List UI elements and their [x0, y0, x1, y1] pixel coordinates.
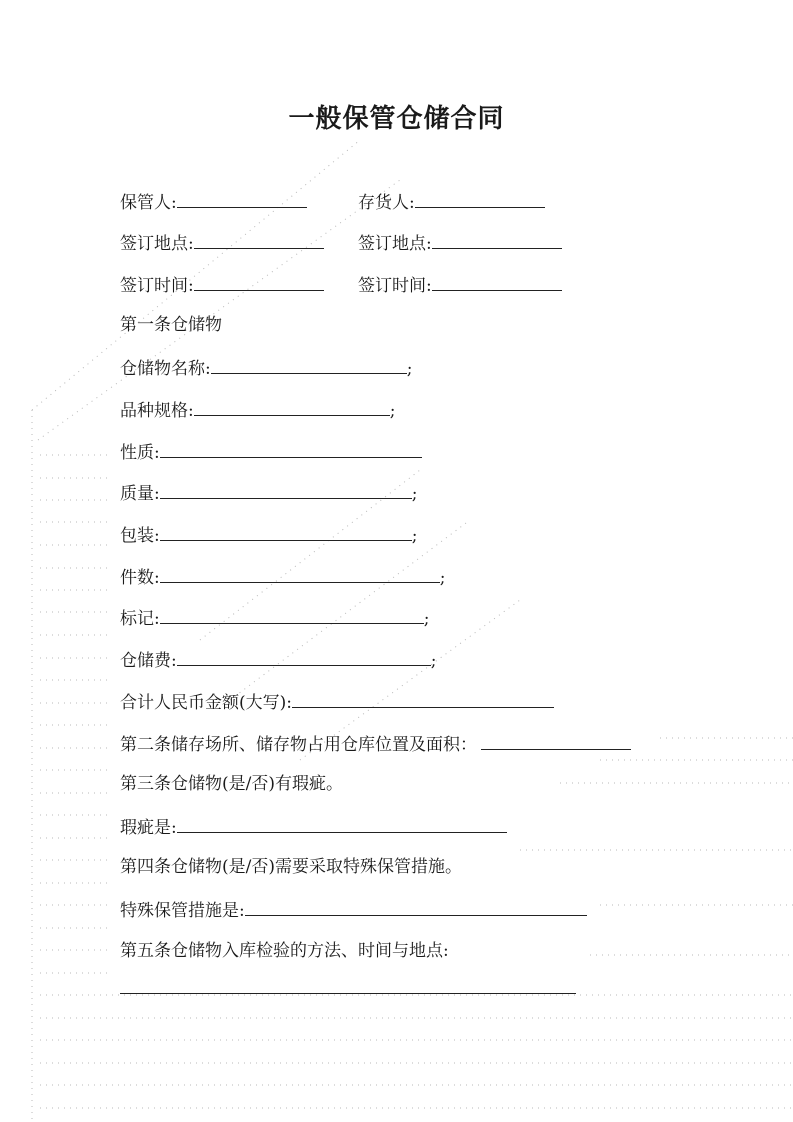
quality-field: [120, 481, 417, 505]
packing-blank[interactable]: [160, 523, 412, 541]
mark-label: 标记:: [120, 609, 160, 629]
measure-blank[interactable]: [245, 898, 587, 916]
defect-label: 瑕疵是:: [120, 818, 177, 838]
semicolon: ;: [439, 568, 446, 588]
measure-label: 特殊保管措施是:: [120, 901, 245, 921]
article2-text: 第二条储存场所、储存物占用仓库位置及面积：: [120, 735, 477, 755]
quality-blank[interactable]: [160, 481, 412, 499]
total-field: [120, 690, 554, 714]
measure-field: [120, 898, 587, 922]
goods-name-field: [120, 356, 412, 380]
sign-place-right-blank[interactable]: [432, 231, 562, 249]
article2-blank[interactable]: [481, 732, 631, 750]
keeper-field: [120, 190, 307, 214]
defect-blank[interactable]: [177, 815, 507, 833]
sign-time-left-blank[interactable]: [194, 273, 324, 291]
semicolon: ;: [423, 609, 430, 629]
article5-heading: 第五条仓储物入库检验的方法、时间与地点:: [120, 941, 449, 961]
article3-heading: 第三条仓储物(是/否)有瑕疵。: [120, 774, 343, 794]
quality-label: 质量:: [120, 484, 160, 504]
sign-time-left-field: [120, 273, 324, 297]
article5-blank[interactable]: [120, 976, 576, 994]
fee-label: 仓储费:: [120, 651, 177, 671]
pieces-blank[interactable]: [160, 565, 440, 583]
packing-field: [120, 523, 417, 547]
keeper-blank[interactable]: [177, 190, 307, 208]
fee-field: [120, 648, 436, 672]
mark-blank[interactable]: [160, 606, 424, 624]
nature-label: 性质:: [120, 443, 160, 463]
semicolon: ;: [430, 651, 437, 671]
pieces-label: 件数:: [120, 568, 160, 588]
fee-blank[interactable]: [177, 648, 431, 666]
sign-place-left-field: [120, 231, 324, 255]
total-label: 合计人民币金额(大写):: [120, 693, 292, 713]
sign-time-right-label: 签订时间:: [358, 276, 432, 296]
depositor-field: [358, 190, 545, 214]
goods-name-label: 仓储物名称:: [120, 359, 211, 379]
article2-field: [120, 732, 631, 756]
semicolon: ;: [389, 401, 396, 421]
spec-field: [120, 398, 395, 422]
sign-place-left-label: 签订地点:: [120, 234, 194, 254]
document-title: 一般保管仓储合同: [288, 104, 505, 134]
sign-time-right-field: [358, 273, 562, 297]
semicolon: ;: [411, 526, 418, 546]
sign-time-right-blank[interactable]: [432, 273, 562, 291]
pieces-field: [120, 565, 445, 589]
spec-blank[interactable]: [194, 398, 390, 416]
nature-blank[interactable]: [160, 440, 422, 458]
sign-place-left-blank[interactable]: [194, 231, 324, 249]
article5-field: [120, 976, 576, 1000]
semicolon: ;: [411, 484, 418, 504]
semicolon: ;: [406, 359, 413, 379]
depositor-label: 存货人:: [358, 193, 415, 213]
goods-name-blank[interactable]: [211, 356, 407, 374]
sign-time-left-label: 签订时间:: [120, 276, 194, 296]
spec-label: 品种规格:: [120, 401, 194, 421]
mark-field: [120, 606, 429, 630]
article1-heading: 第一条仓储物: [120, 315, 222, 335]
article4-heading: 第四条仓储物(是/否)需要采取特殊保管措施。: [120, 857, 462, 877]
nature-field: [120, 440, 422, 464]
packing-label: 包装:: [120, 526, 160, 546]
sign-place-right-label: 签订地点:: [358, 234, 432, 254]
defect-field: [120, 815, 507, 839]
keeper-label: 保管人:: [120, 193, 177, 213]
depositor-blank[interactable]: [415, 190, 545, 208]
sign-place-right-field: [358, 231, 562, 255]
total-blank[interactable]: [292, 690, 554, 708]
